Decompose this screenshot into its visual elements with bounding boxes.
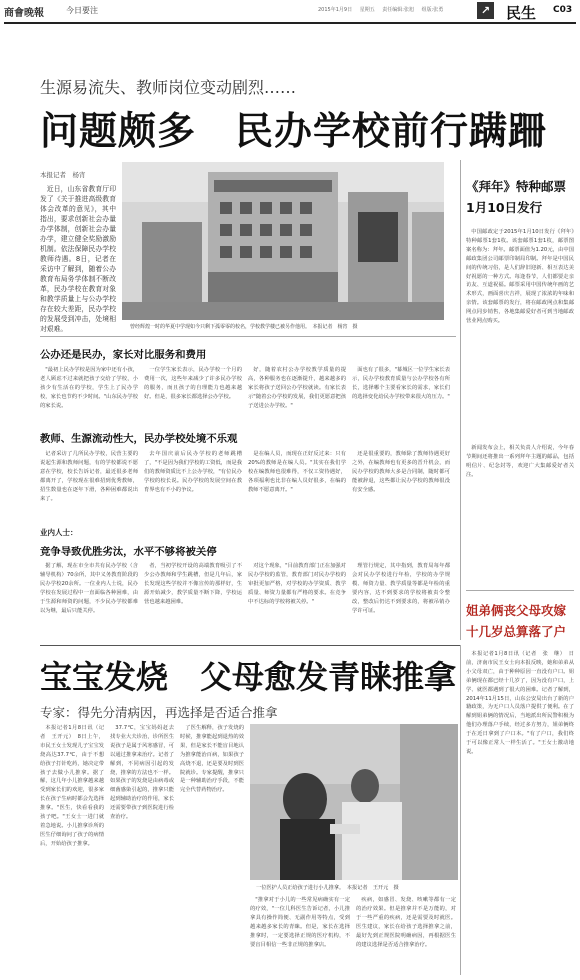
editor-credit: 责任编辑:张旭: [382, 7, 414, 13]
lead-headline: 问题颇多 民办学校前行蹒跚: [40, 109, 548, 153]
section2-title: 教师、生源流动性大，民办学校处境不乐观: [40, 433, 238, 445]
lead-photo-caption: 曾经辉煌一时的华夏中学现如今只剩下孤零零的校名，学校教学楼已被另作他用。 本报记者 杨宵 摄: [130, 324, 358, 330]
designer-credit: 组版:张勇: [421, 7, 444, 13]
side-divider: [466, 590, 574, 591]
section-label: 今日要注: [66, 6, 98, 15]
section2-col2: 去年国庆前后民办学校的老师跳槽了，"不是因为我们学校的工资低，而是我们的教师资质比不上公办学校，"有位民办学校的校长说。民办学校的发展空间在教育界也有不小的争议。: [144, 451, 242, 493]
lower-headline: 宝宝发烧 父母愈发青睐推拿: [40, 658, 457, 696]
lower-subhead: 专家：得先分清病因，再选择是否适合推拿: [40, 705, 278, 720]
section3-col3: 对这个现象，"目前教育部门正在加强对民办学校的监管，教育部门对民办学校的审批更加严格，对学校的办学资质、教学质量、师资力量都有严格的要求。在竞争中不达标的学校将被关停。": [248, 563, 346, 605]
column-divider: [460, 160, 461, 640]
issue-date: 2015年1月9日: [318, 7, 353, 13]
lead-intro: 近日，山东省教育厅印发了《关于推进高级教育体会改革的意见》，其中指出，要求创新社会办量办学体制，创新社会办量办学，建立健全奖励激励机制。依法保障民办学校教师待遇。8日，记者在采访中了解到，随着公办教育布局务学体制不断改革，民办学校在教育对象和教学质量上与公办学校存在较大差距，民办学校的发展受到冲击，处境相对艰难。: [40, 185, 116, 333]
header-rule: [4, 22, 576, 24]
section3-col4: 理管行规定，其中指到，教育局每年都会对民办学校进行年检，学校的办学规模、师资力量、教学质量等都是年检的重要内容，达不到要求的学校将被责令整改，整改后仍达不到要求的，将被吊销办学许可证。: [352, 563, 450, 614]
issue-weekday: 星期五: [359, 7, 375, 13]
lower-col3: 了医生解释，孩子发烧的时候，推拿能起到退热的效果，但是家长不能盲目地认为推拿能治百病，如果孩子高烧不退，还是要及时到医院就诊。专家提醒，推拿只是一种辅助治疗手段，不能完全代替药物治疗。: [180, 725, 244, 794]
section-divider: [40, 645, 460, 646]
section-arrow-icon: ↗: [477, 2, 494, 19]
industry-insider-label: 业内人士：: [40, 528, 78, 537]
section1-title: 公办还是民办，家长对比服务和费用: [40, 349, 207, 361]
page-number: C03: [553, 5, 573, 15]
section2-col1: 记者采访了几所民办学校，民营主要的说起生源和教师问题，有的学校都说不愿意在学校，校长告诉记者，最近很多老师都离开了，学校现在很难招到优秀教师，招生数量也在逐年下滑，各种困难都说出来了。: [40, 451, 138, 502]
side1-body: 中国邮政定于2015年1月10日发行《拜年》特种邮票1套1枚。该套邮票1套1枚，邮票图案名称为：拜年。邮票面值为1.20元，由中国邮政集团公司邮票印制局印制。拜年是中国民间的传统习俗，是人们辞旧迎新、相互表达美好祝愿的一种方式。每逢春节，人们都要走亲访友、互道祝福。邮票采用中国传统年画的艺术形式，画面喜庆吉祥，展现了浓浓的年味和亲情。该套邮票的发行，将在邮政网点和集邮网点同步销售，各地集邮爱好者可到当地邮政营业网点购买。: [466, 229, 574, 325]
section2-col4: 还是很重要的，教师除了教师待遇更好之外，在编教师也有更多的晋升机会，而民办学校的教师大多是合同制，随时都可能被辞退，这些都让民办学校的教师很没有安全感。: [352, 451, 450, 493]
section1-col4: 面也有了很多，"幕城区一位学生家长表示，民办学校教育质量与公办学校各有所长，选择哪个主要看家长的需求，家长们的选择变化给民办学校带来很大的压力。": [352, 367, 450, 400]
section1-col3: 好，随着农村公办学校教学质量的提高，各种服务也在逐渐提升，越来越多的家长将孩子送回公办学校就读。有家长表示"随着公办学校的发展，我们更愿意把孩子送进公办学校。": [248, 367, 346, 409]
section3-col1: 据了解，现在市全市共有民办学校（含辅导机构）70余所，其中义务教育阶段的民办学校20余所。一位业内人士说，民办学校在发展过程中一直面临各种困难，由于生源和师资的问题，不少民办学校都难以为继，最后只能关停。: [40, 563, 138, 614]
side1-body2: 新闻发布会上，相关负责人介绍说，今年春节期间还将推出一系列拜年主题的邮品，包括明信片、纪念封等，欢迎广大集邮爱好者关注。: [466, 445, 574, 478]
lower-col2: 37.7℃，宝宝妈妈赶去找专业大夫诊治，诊所医生说孩子是属于风寒感冒，可以通过推拿来治疗。记者了解到，不同病因引起的发烧，推拿的方法也不一样。如果孩子的发烧是由病毒或细菌感染引起的，推拿只能起到辅助治疗的作用，家长还需要带孩子到医院进行检查治疗。: [110, 725, 174, 821]
section1-col2: 一位学生家长表示，民办学校一个月的费用一次，这些年来减少了许多民办学校的服务，而且孩子的自理能力也越来越好。但是，很多家长都选择公办学校。: [144, 367, 242, 400]
section3-col2: 者，当初学校开设的高端教育吸引了不少公办教师和学生跳槽，但是几年后，家长发现这些学校并不像宣传的那样好，生源开始减少，教学质量不断下降，学校运营也越来越困难。: [144, 563, 242, 605]
newspaper-brand: 商會晚報: [4, 8, 44, 19]
lower-photo: [250, 724, 458, 880]
section3-title: 竞争导致优胜劣汰，水平不够将被关停: [40, 546, 217, 558]
page-section-title: 民生: [506, 4, 537, 22]
lead-byline: 本报记者 杨宵: [40, 171, 86, 179]
side2-headline: 姐弟俩丧父母攻嫁十几岁总算落了户: [466, 603, 567, 639]
section2-col3: 是在编人员，而现在正好反过来：只有20%的教师是在编人员。"其实在我们学校在编教师也很难得，不仅工资待遇好，各项福利也比非在编人员好很多，在编的教师不愿意离开。": [248, 451, 346, 493]
lead-photo: [122, 162, 444, 320]
side1-headline: 《拜年》特种邮票1月10日发行: [466, 179, 567, 215]
side2-body: 本报记者1月8日讯（记者 张 继） 日前，济南市民王女士向本报反映，她和弟弟从小父母双亡，由于种种原因一直没有户口。姐弟俩现在都已经十几岁了，因为没有户口，上学、就医都遇到了很大的困难。记者了解到，2014年11月15日，山东公安局出台了新的户籍政策，为无户口人员落户提供了便利。在了解到姐弟俩的情况后，当地派出所民警积极为他们办理落户手续，经过多方努力，姐弟俩终于在近日拿到了户口本。"有了户口，我们终于可以像正常人一样生活了。"王女士激动地说。: [466, 651, 574, 755]
lower-column-divider: [460, 645, 461, 975]
lead-kicker: 生源易流失、教师岗位变动剧烈……: [40, 78, 297, 97]
section1-col1: "最初上民办学校是因为家中还有小孩，老人顾虑不过来就把孩子交给了学校，小孩少有生活在的学校，学生上了民办学校，家长也节约不少时间。"山东民办学校的家长说。: [40, 367, 138, 409]
lower-col1: 本报记者1月8日讯（记者 王开元） 8日上午，市民王女士发现儿子宝宝发烧高达37.7℃，由于不想给孩子打针吃药，她决定带孩子去做小儿推拿。据了解，这几年小儿推拿越来越受到家长们的欢迎，很多家长在孩子生病时都会先选择推拿。"医生，快看看我的孩子吧。"王女士一进门就着急地说。小儿推拿诊所的医生仔细询问了孩子的病情后，开始给孩子推拿。: [40, 725, 104, 847]
lower-col4: "推拿对于小儿的一些常见病确实有一定的疗效，"一位儿科医生告诉记者，小儿推拿具有操作简便、无副作用等特点，受到越来越多家长的青睐。但是，家长在选择推拿时，一定要选择正规的医疗机构，不要盲目相信一些非正规的推拿店。: [250, 897, 350, 948]
lower-photo-caption: 一位医护人员正给孩子进行小儿推拿。 本报记者 王开元 摄: [256, 885, 399, 891]
header-info: [318, 6, 449, 13]
lower-col5: 疾病，如感冒、发烧、咳嗽等都有一定的治疗效果。但是推拿并不是万能的，对于一些严重的疾病，还是需要及时就医。医生建议，家长在给孩子选择推拿之前，最好先到正规医院明确病因，再根据医生的建议选择是否适合推拿治疗。: [356, 897, 456, 948]
divider: [40, 336, 456, 337]
